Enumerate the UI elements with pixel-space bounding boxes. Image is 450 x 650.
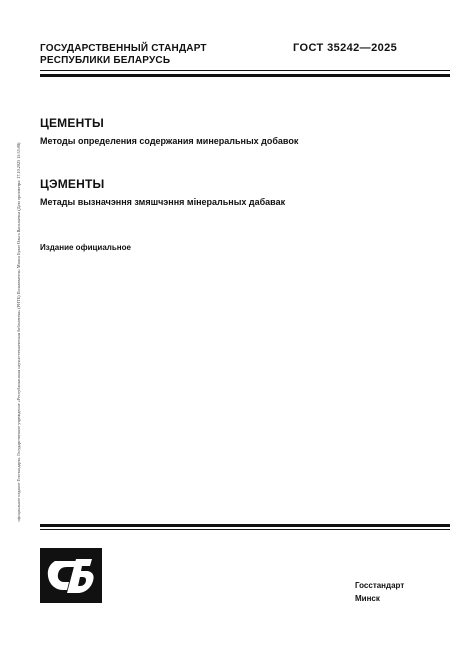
bottom-divider-thin: [40, 529, 450, 530]
official-copy-note-text: официальное издание Госстандарта. Государственное учреждение «Республиканская научно-техническая библиотека» (РНТБ) Пользователь: Минск Булат Ольга Васильевна (Дата просмотра: 17.10.2025 15:35:08): [16, 142, 21, 522]
gosstandart-logo-svg: [40, 548, 102, 603]
belarusian-title: ЦЭМЕНТЫ: [40, 177, 105, 191]
top-divider-thick: [40, 74, 450, 77]
document-header: [40, 43, 260, 67]
official-edition-label: Издание официальное: [40, 243, 131, 252]
bottom-divider-thick: [40, 524, 450, 527]
gosstandart-logo-icon: [40, 548, 102, 603]
publisher-name: Госстандарт: [355, 581, 405, 590]
russian-title-block: [40, 116, 430, 147]
belarusian-subtitle: Метады вызначэння змяшчэння мінеральных дабавак: [40, 197, 286, 207]
header-line-1: ГОСУДАРСТВЕННЫЙ СТАНДАРТ: [40, 43, 207, 54]
russian-subtitle: Методы определения содержания минеральных добавок: [40, 136, 299, 146]
official-copy-note: [10, 112, 28, 552]
header-line-2: РЕСПУБЛИКИ БЕЛАРУСЬ: [40, 55, 171, 66]
standard-code: ГОСТ 35242—2025: [293, 42, 398, 54]
publisher-city: Минск: [355, 594, 380, 603]
publisher-block: [355, 579, 435, 605]
top-divider-thin: [40, 70, 450, 71]
russian-title: ЦЕМЕНТЫ: [40, 116, 104, 130]
belarusian-title-block: [40, 177, 430, 208]
